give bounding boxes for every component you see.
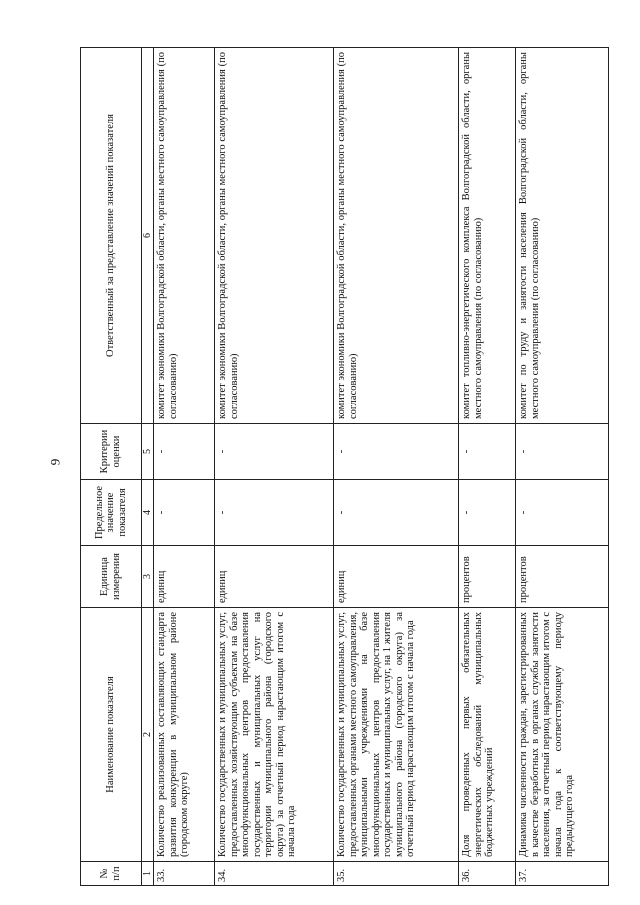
indicator-name: Доля проведенных первых обязательных энергетических обследований муниципальных бюджетных учреждений	[459, 608, 516, 862]
header-responsible: Ответственный за представление значений показателя	[81, 48, 142, 424]
criteria: -	[459, 424, 516, 480]
table-header-row	[81, 48, 142, 886]
indicator-name: Количество реализованных составляющих стандарта развития конкуренции в муниципальном районе (городском округе)	[154, 608, 215, 862]
table-row	[215, 48, 334, 886]
column-number: 6	[142, 48, 154, 424]
column-number: 1	[142, 862, 154, 886]
limit-value: -	[459, 480, 516, 546]
header-indicator-name: Наименование показателя	[81, 608, 142, 862]
unit: единиц	[154, 546, 215, 608]
indicator-name: Количество государственных и муниципальных услуг, предоставленных хозяйствующим субъектам на базе многофункциональных центров предоставления государственных и муниципальных услуг на территории муниципального района (городского округа) за отчетный период нарастающим итогом с начала года	[215, 608, 334, 862]
table-row	[334, 48, 459, 886]
responsible: комитет экономики Волгоградской области, органы местного самоуправления (по согласованию)	[215, 48, 334, 424]
indicator-name: Количество государственных и муниципальных услуг, предоставленных органами местного самоуправления, муниципальными учреждениями на базе многофункциональных центров предоставления государственных и муниципальных услуг, на 1 жителя муниципального района (городского округа) за отчетный период нарастающим итогом с начала года	[334, 608, 459, 862]
row-number: 34.	[215, 862, 334, 886]
limit-value: -	[334, 480, 459, 546]
table-row	[459, 48, 516, 886]
column-number: 5	[142, 424, 154, 480]
responsible: комитет экономики Волгоградской области, органы местного самоуправления (по согласованию)	[154, 48, 215, 424]
table-row	[154, 48, 215, 886]
row-number: 35.	[334, 862, 459, 886]
limit-value: -	[154, 480, 215, 546]
responsible: комитет по труду и занятости населения Волгоградской области, органы местного самоуправления (по согласованию)	[516, 48, 609, 424]
header-criteria: Критерии оценки	[81, 424, 142, 480]
table-row	[516, 48, 609, 886]
column-number: 2	[142, 608, 154, 862]
responsible: комитет топливно-энергетического комплекса Волгоградской области, органы местного самоуправления (по согласованию)	[459, 48, 516, 424]
unit: единиц	[334, 546, 459, 608]
row-number: 36.	[459, 862, 516, 886]
unit: процентов	[459, 546, 516, 608]
unit: процентов	[516, 546, 609, 608]
column-number: 3	[142, 546, 154, 608]
criteria: -	[516, 424, 609, 480]
page-number: 9	[47, 458, 63, 466]
criteria: -	[334, 424, 459, 480]
unit: единиц	[215, 546, 334, 608]
row-number: 33.	[154, 862, 215, 886]
indicators-table	[80, 47, 609, 886]
row-number: 37.	[516, 862, 609, 886]
rotated-page-content	[80, 48, 576, 886]
header-number: № п/п	[81, 862, 142, 886]
criteria: -	[215, 424, 334, 480]
column-numbers-row	[142, 48, 154, 886]
responsible: комитет экономики Волгоградской области, органы местного самоуправления (по согласованию)	[334, 48, 459, 424]
limit-value: -	[516, 480, 609, 546]
header-unit: Единица измерения	[81, 546, 142, 608]
indicator-name: Динамика численности граждан, зарегистрированных в качестве безработных в органах службы занятости населения, за отчетный период нарастающим итогом с начала года к соответствующему периоду предыдущего года	[516, 608, 609, 862]
header-limit-value: Предельное значение показателя	[81, 480, 142, 546]
column-number: 4	[142, 480, 154, 546]
limit-value: -	[215, 480, 334, 546]
criteria: -	[154, 424, 215, 480]
